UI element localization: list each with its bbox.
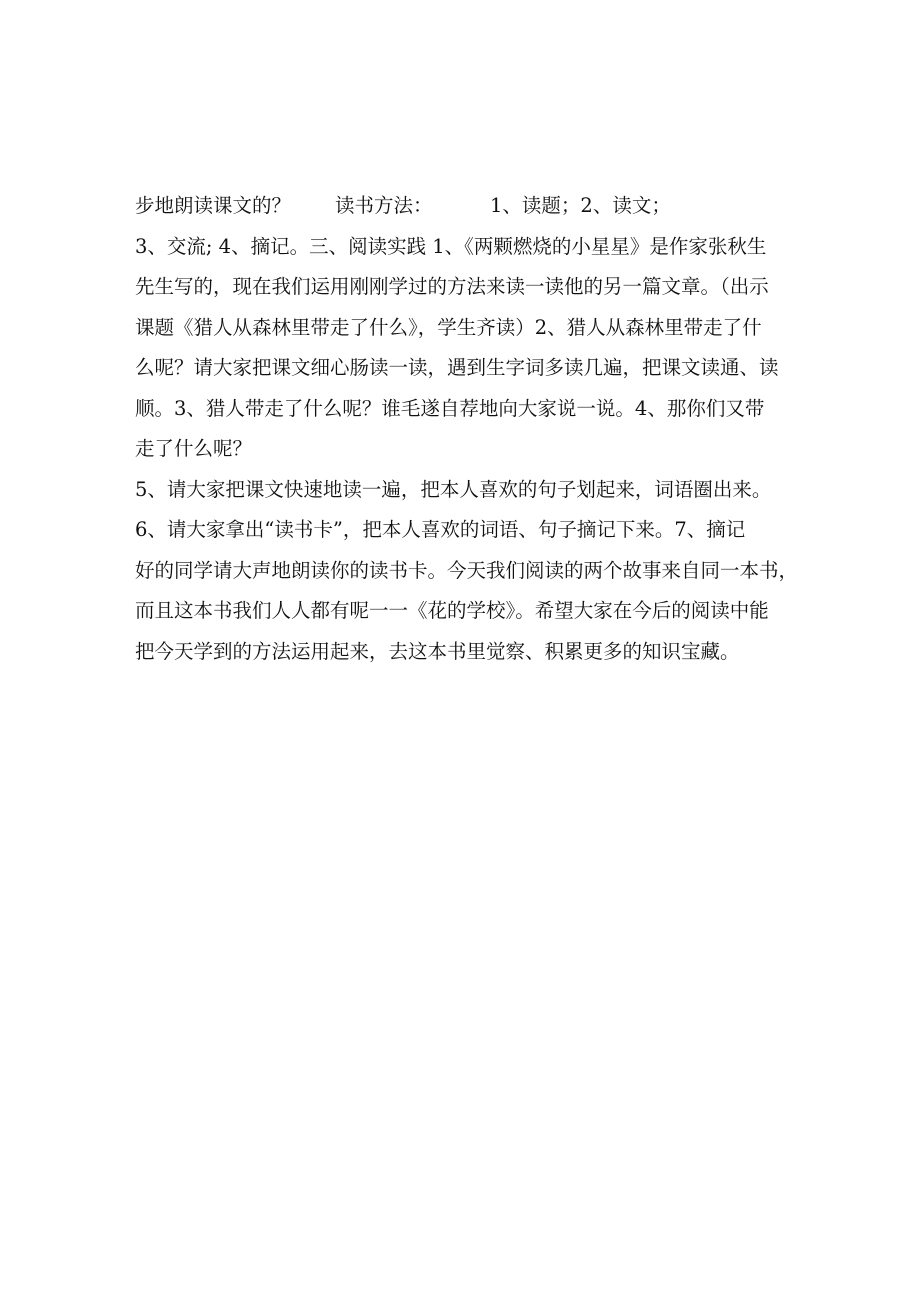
text-segment: 读书方法：: [335, 194, 433, 217]
text-line: 走了什么呢？: [135, 437, 253, 460]
text-line: 么呢？请大家把课文细心肠读一读，遇到生字词多读几遍，把课文读通、读: [135, 356, 779, 379]
text-line: 先生写的，现在我们运用刚刚学过的方法来读一读他的另一篇文章。（出示: [135, 275, 769, 298]
text-line: 5、请大家把课文快速地读一遍，把本人喜欢的句子划起来，词语圈出来。: [135, 477, 772, 501]
text-line: 6、请大家拿出“读书卡”，把本人喜欢的词语、句子摘记下来。7、摘记: [135, 518, 746, 541]
text-line: 课题《猎人从森林里带走了什么》，学生齐读）2、猎人从森林里带走了什: [135, 315, 762, 339]
text-line: 而且这本书我们人人都有呢一一《花的学校》。希望大家在今后的阅读中能: [135, 599, 769, 622]
text-segment: 1、读题；2、读文；: [490, 194, 671, 217]
text-line: 3、交流; 4、摘记。三、阅读实践 1、《两颗燃烧的小星星》是作家张秋生: [135, 234, 767, 258]
body-text: [135, 186, 815, 672]
text-line: 好的同学请大声地朗读你的读书卡。今天我们阅读的两个故事来自同一本书，: [135, 558, 799, 582]
text-segment: 步地朗读课文的？: [135, 194, 292, 217]
text-line: 顺。3、猎人带走了什么呢？谁毛遂自荐地向大家说一说。4、那你们又带: [135, 396, 765, 420]
text-line: [135, 186, 815, 227]
text-line: 把今天学到的方法运用起来，去这本书里觉察、积累更多的知识宝藏。: [135, 639, 740, 663]
